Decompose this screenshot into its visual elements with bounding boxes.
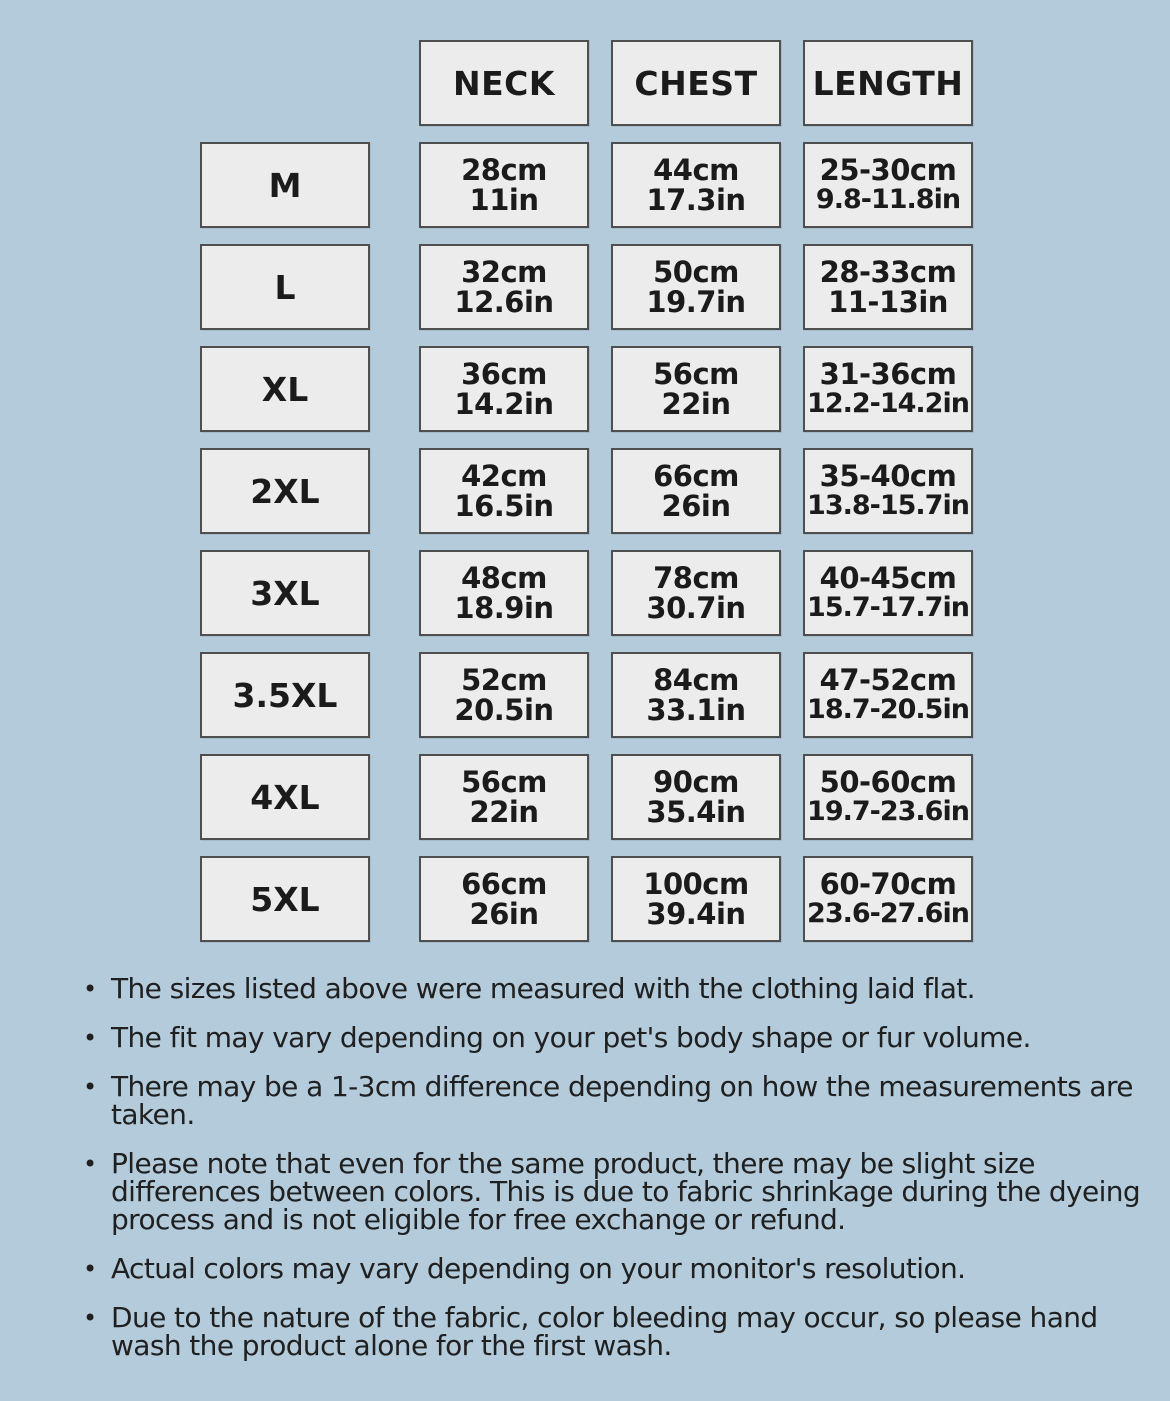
measurement-cell-length [803,754,973,840]
note-item: • There may be a 1-3cm difference depending on how the measurements are taken. [80,1073,1150,1129]
value-in: 13.8-15.7in [807,490,969,521]
value-cm: 100cm [643,867,749,901]
value-cm: 84cm [653,663,739,697]
value-cm: 40-45cm [819,561,957,595]
measurement-cell-neck [419,652,589,738]
measurement-cell-length [803,448,973,534]
notes-list [80,972,1150,1381]
size-label-cell: 2XL [200,448,370,534]
value-in: 16.5in [454,489,554,523]
value-cm: 60-70cm [819,867,957,901]
measurement-cell-length [803,652,973,738]
measurement-cell-neck [419,754,589,840]
measurement-cell-length [803,856,973,942]
value-in: 26in [661,489,731,523]
value-in: 17.3in [646,183,746,217]
value-cm: 36cm [461,357,547,391]
size-label-cell: 3.5XL [200,652,370,738]
value-in: 18.9in [454,591,554,625]
measurement-cell-length [803,142,973,228]
size-label-cell: 5XL [200,856,370,942]
measurement-cell-neck [419,244,589,330]
value-in: 14.2in [454,387,554,421]
value-in: 12.2-14.2in [807,388,969,419]
value-cm: 90cm [653,765,739,799]
value-cm: 42cm [461,459,547,493]
value-cm: 50-60cm [819,765,957,799]
value-cm: 47-52cm [819,663,957,697]
value-in: 19.7-23.6in [807,796,969,827]
value-cm: 28-33cm [819,255,957,289]
measurement-cell-chest [611,550,781,636]
measurement-cell-chest [611,856,781,942]
size-label-cell: 4XL [200,754,370,840]
note-item: • The sizes listed above were measured with the clothing laid flat. [80,975,1150,1003]
value-in: 11in [469,183,539,217]
column-header-length: LENGTH [803,40,973,126]
measurement-cell-length [803,244,973,330]
column-header-neck: NECK [419,40,589,126]
note-item: • Actual colors may vary depending on your monitor's resolution. [80,1255,1150,1283]
value-cm: 32cm [461,255,547,289]
measurement-cell-length [803,550,973,636]
value-in: 39.4in [646,897,746,931]
value-in: 9.8-11.8in [815,184,961,215]
size-label-cell: XL [200,346,370,432]
value-cm: 56cm [653,357,739,391]
value-cm: 78cm [653,561,739,595]
measurement-cell-chest [611,142,781,228]
size-label-cell: 3XL [200,550,370,636]
size-label-cell: M [200,142,370,228]
value-in: 22in [469,795,539,829]
value-in: 15.7-17.7in [807,592,969,623]
size-label-cell: L [200,244,370,330]
value-in: 35.4in [646,795,746,829]
value-in: 20.5in [454,693,554,727]
measurement-cell-neck [419,346,589,432]
value-cm: 66cm [461,867,547,901]
value-cm: 28cm [461,153,547,187]
measurement-cell-chest [611,244,781,330]
note-item: • Due to the nature of the fabric, color bleeding may occur, so please hand wash the product alone for the first wash. [80,1304,1150,1360]
value-in: 19.7in [646,285,746,319]
measurement-cell-neck [419,448,589,534]
value-cm: 56cm [461,765,547,799]
value-cm: 50cm [653,255,739,289]
note-item: • Please note that even for the same product, there may be slight size differences between colors. This is due to fabric shrinkage during the dyeing process and is not eligible for free exchange or refund. [80,1150,1150,1234]
value-in: 23.6-27.6in [807,898,969,929]
measurement-cell-chest [611,448,781,534]
value-cm: 25-30cm [819,153,957,187]
value-in: 11-13in [828,285,948,319]
value-cm: 52cm [461,663,547,697]
value-in: 33.1in [646,693,746,727]
column-header-chest: CHEST [611,40,781,126]
measurement-cell-chest [611,754,781,840]
value-in: 22in [661,387,731,421]
value-in: 18.7-20.5in [807,694,969,725]
measurement-cell-neck [419,856,589,942]
value-in: 30.7in [646,591,746,625]
value-cm: 44cm [653,153,739,187]
value-in: 12.6in [454,285,554,319]
note-item: • The fit may vary depending on your pet's body shape or fur volume. [80,1024,1150,1052]
value-cm: 66cm [653,459,739,493]
value-cm: 48cm [461,561,547,595]
measurement-cell-length [803,346,973,432]
measurement-cell-chest [611,346,781,432]
value-in: 26in [469,897,539,931]
measurement-cell-neck [419,142,589,228]
measurement-cell-neck [419,550,589,636]
measurement-cell-chest [611,652,781,738]
value-cm: 31-36cm [819,357,957,391]
value-cm: 35-40cm [819,459,957,493]
